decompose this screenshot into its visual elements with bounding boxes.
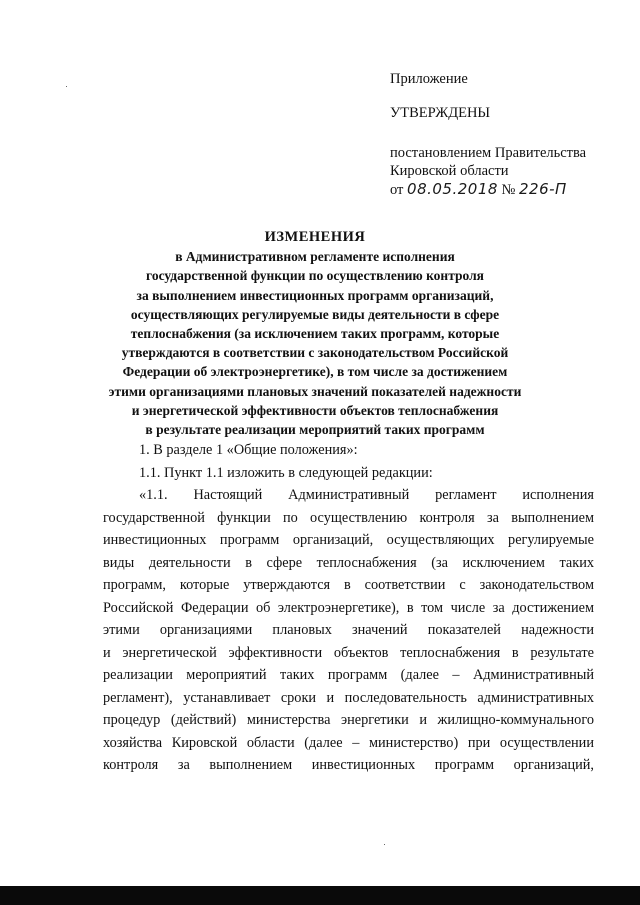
title-line: утверждаются в соответствии с законодательством Российской (121, 345, 509, 361)
title-line: в результате реализации мероприятий таких программ (145, 422, 485, 438)
document-body (103, 439, 594, 777)
body-line: и энергетической эффективности объектов теплоснабжения в результате (103, 644, 594, 661)
title-line: Федерации об электроэнергетике), в том числе за достижением (122, 364, 508, 380)
title-line: этими организациями плановых значений показателей надежности (108, 383, 522, 399)
handwritten-date: 08.05.2018 (407, 180, 498, 198)
title-line: теплоснабжения (за исключением таких программ, которые (130, 326, 500, 342)
scan-speck (384, 844, 385, 845)
body-line: инвестиционных программ организаций, осуществляющих регулируемые (103, 532, 594, 548)
body-line: виды деятельности в сфере теплоснабжения (за исключением таких (103, 554, 594, 571)
changes-title-block (90, 228, 540, 439)
approved-label: УТВЕРЖДЕНЫ (390, 105, 491, 121)
resolution-date-line (390, 180, 630, 199)
resolution-line-2: Кировской области (390, 163, 509, 179)
body-line: этими организациями плановых значений показателей надежности (103, 622, 594, 638)
body-line: контроля за выполнением инвестиционных программ организаций, (103, 757, 594, 773)
title-line: осуществляющих регулируемые виды деятельности в сфере (130, 306, 500, 322)
title-line: и энергетической эффективности объектов теплоснабжения (131, 402, 499, 418)
body-line: процедур (действий) министерства энергетики и жилищно-коммунального (103, 712, 594, 728)
date-prefix: от (390, 182, 404, 198)
scan-edge-bar (0, 886, 640, 905)
title-line: государственной функции по осуществлению контроля (146, 268, 484, 284)
number-prefix: № (501, 182, 516, 198)
body-line: регламент), устанавливает сроки и последовательность административных (103, 689, 594, 706)
appendix-label: Приложение (390, 71, 468, 87)
body-line: хозяйства Кировской области (далее – министерство) при осуществлении (103, 734, 594, 751)
body-line: «1.1. Настоящий Административный регламент исполнения (139, 487, 594, 503)
resolution-line-1: постановлением Правительства (390, 145, 587, 161)
body-line: государственной функции по осуществлению контроля за выполнением (103, 509, 594, 526)
section-paragraph: 1. В разделе 1 «Общие положения»: (139, 442, 358, 458)
subsection-paragraph: 1.1. Пункт 1.1 изложить в следующей редакции: (139, 464, 433, 481)
body-line: реализации мероприятий таких программ (далее – Административный (103, 667, 594, 683)
title-line: за выполнением инвестиционных программ организаций, (136, 287, 494, 303)
approval-block (390, 70, 630, 199)
body-line: Российской Федерации об электроэнергетике), в том числе за достижением (103, 599, 594, 616)
changes-title: ИЗМЕНЕНИЯ (264, 229, 366, 245)
title-line: в Административном регламенте исполнения (175, 249, 455, 265)
handwritten-number: 226-П (519, 180, 567, 198)
body-line: программ, которые утверждаются в соответствии с законодательством (103, 577, 594, 593)
scan-speck (66, 86, 67, 87)
